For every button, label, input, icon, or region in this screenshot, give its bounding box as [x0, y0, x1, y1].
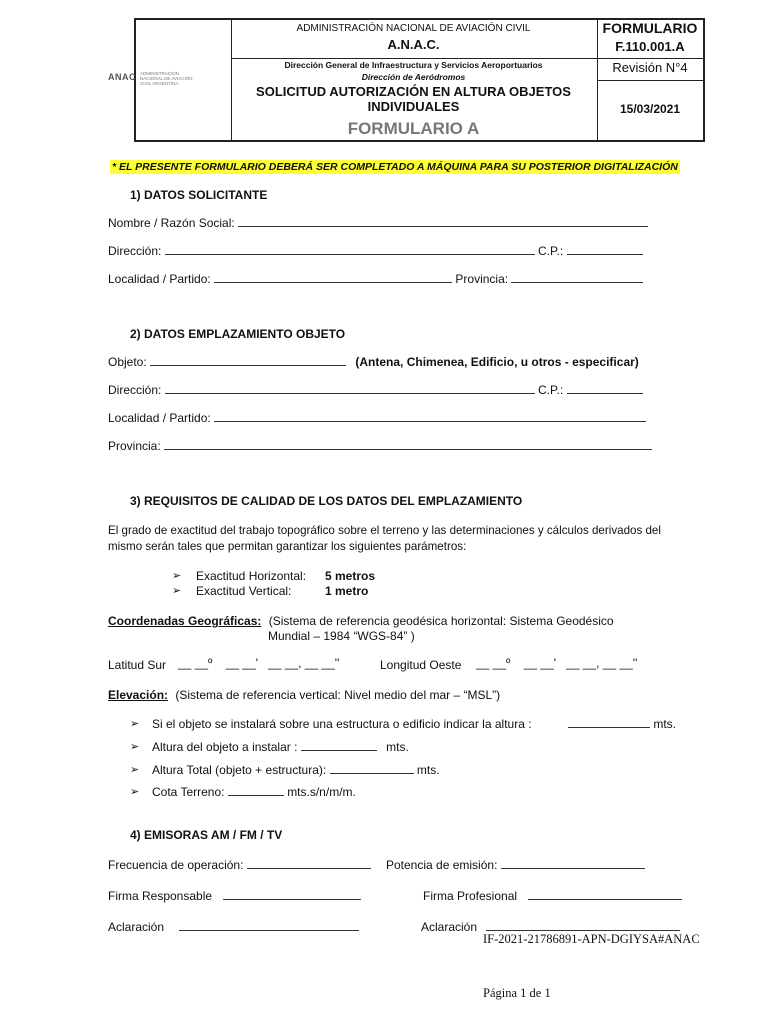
subdirection-name: Dirección de Aeródromos: [361, 72, 466, 82]
form-date: 15/03/2021: [619, 102, 681, 116]
sig-resp-field[interactable]: [223, 889, 361, 900]
object-label: Objeto:: [108, 355, 147, 369]
coords-desc-2: Mundial – 1984 “WGS-84” ): [268, 629, 415, 643]
total-height-label: Altura Total (objeto + estructura):: [152, 763, 327, 777]
name-field[interactable]: [238, 216, 648, 227]
object-cp-field[interactable]: [567, 383, 643, 394]
arrow-bullet-icon: ➢: [130, 764, 140, 776]
height-structure-row: [568, 717, 676, 731]
total-height-row: [152, 763, 440, 777]
agency-short: A.N.A.C.: [387, 37, 440, 52]
frequency-field[interactable]: [247, 858, 371, 869]
elevation-row: [108, 688, 500, 702]
arrow-bullet-icon: ➢: [130, 741, 140, 753]
header-divider: [597, 58, 703, 59]
object-row: [108, 355, 639, 369]
locality-field[interactable]: [214, 272, 452, 283]
warning-banner: * EL PRESENTE FORMULARIO DEBERÁ SER COMPLETADO A MÁQUINA PARA SU POSTERIOR DIGITALIZACIÓN: [112, 161, 678, 173]
sig-resp-label: Firma Responsable: [108, 889, 213, 903]
agency-name: ADMINISTRACIÓN NACIONAL DE AVIACIÓN CIVIL: [296, 23, 531, 34]
object-province-label: Provincia:: [108, 439, 161, 453]
object-height-unit: mts.: [386, 740, 409, 754]
province-label: Provincia:: [455, 272, 509, 286]
object-height-row: [152, 740, 409, 754]
clar1-label: Aclaración: [108, 920, 165, 934]
ground-level-unit: mts.s/n/m/m.: [287, 785, 356, 799]
object-province-field[interactable]: [164, 439, 652, 450]
frequency-row: [108, 858, 371, 872]
anac-logo: [108, 70, 198, 88]
object-locality-label: Localidad / Partido:: [108, 411, 211, 425]
ground-level-field[interactable]: [228, 785, 284, 796]
sig-prof-label: Firma Profesional: [423, 889, 518, 903]
form-code: F.110.001.A: [615, 39, 685, 54]
clar1-field[interactable]: [179, 920, 359, 931]
accuracy-paragraph-2: mismo serán tales que permitan garantizar los siguientes parámetros:: [108, 540, 467, 553]
name-row: [108, 216, 648, 230]
total-height-unit: mts.: [416, 763, 440, 777]
object-locality-row: [108, 411, 646, 425]
object-height-label: Altura del objeto a instalar :: [152, 740, 298, 754]
direction-name: Dirección General de Infraestructura y Servicios Aeroportuarios: [284, 60, 543, 70]
longitude-label: Longitud Oeste: [380, 658, 462, 672]
longitude-field[interactable]: __ __º __ __' __ __, __ __'': [476, 656, 638, 670]
object-address-label: Dirección:: [108, 383, 162, 397]
elevation-label: Elevación:: [108, 688, 169, 702]
arrow-bullet-icon: ➢: [130, 718, 140, 730]
ground-level-row: [152, 785, 356, 799]
ground-level-label: Cota Terreno:: [152, 785, 225, 799]
form-label: FORMULARIO A: [347, 119, 480, 138]
locality-row: [108, 272, 643, 286]
object-field[interactable]: [150, 355, 346, 366]
object-province-row: [108, 439, 652, 453]
h-accuracy-value: 5 metros: [325, 569, 376, 583]
title-line-2: INDIVIDUALES: [367, 99, 460, 114]
title-line-1: SOLICITUD AUTORIZACIÓN EN ALTURA OBJETOS: [256, 84, 571, 99]
form-word: FORMULARIO: [602, 20, 698, 36]
province-field[interactable]: [511, 272, 643, 283]
name-label: Nombre / Razón Social:: [108, 216, 235, 230]
object-cp-label: C.P.:: [538, 383, 564, 397]
height-structure-field[interactable]: [568, 717, 650, 728]
power-label: Potencia de emisión:: [386, 858, 498, 872]
accuracy-paragraph-1: El grado de exactitud del trabajo topográfico sobre el terreno y las determinaciones y cálculos derivados del: [108, 524, 661, 537]
height-structure-unit: mts.: [653, 717, 677, 731]
locality-label: Localidad / Partido:: [108, 272, 211, 286]
clar2-label: Aclaración: [421, 920, 478, 934]
revision: Revisión N°4: [612, 60, 688, 75]
sig-resp-row: [108, 889, 361, 903]
arrow-bullet-icon: ➢: [130, 786, 140, 798]
object-hint: (Antena, Chimenea, Edificio, u otros - especificar): [355, 355, 639, 369]
sig-prof-field[interactable]: [528, 889, 682, 900]
object-height-field[interactable]: [301, 740, 377, 751]
clar1-row: [108, 920, 359, 934]
latitude-field[interactable]: __ __º __ __' __ __, __ __'': [178, 656, 340, 670]
page-number: Página 1 de 1: [483, 986, 551, 1000]
total-height-field[interactable]: [330, 763, 414, 774]
arrow-bullet-icon: ➢: [172, 570, 182, 582]
header-divider: [597, 80, 703, 81]
coords-label: Coordenadas Geográficas:: [108, 614, 262, 628]
latitude-label: Latitud Sur: [108, 658, 167, 672]
address-label: Dirección:: [108, 244, 162, 258]
cp-field[interactable]: [567, 244, 643, 255]
logo-text: ANAC: [108, 72, 136, 82]
address-row: [108, 244, 643, 258]
h-accuracy-label: Exactitud Horizontal:: [196, 569, 307, 583]
sig-prof-row: [423, 889, 682, 903]
section-1-title: 1) DATOS SOLICITANTE: [130, 188, 268, 202]
section-3-title: 3) REQUISITOS DE CALIDAD DE LOS DATOS DEL EMPLAZAMIENTO: [130, 494, 523, 508]
cp-label: C.P.:: [538, 244, 564, 258]
coords-desc-1: (Sistema de referencia geodésica horizontal: Sistema Geodésico: [268, 614, 614, 628]
clar2-field[interactable]: [486, 920, 680, 931]
coords-row: [108, 614, 614, 628]
document-id: IF-2021-21786891-APN-DGIYSA#ANAC: [483, 932, 700, 946]
arrow-bullet-icon: ➢: [172, 585, 182, 597]
power-row: [386, 858, 645, 872]
address-field[interactable]: [165, 244, 535, 255]
object-address-field[interactable]: [165, 383, 535, 394]
frequency-label: Frecuencia de operación:: [108, 858, 244, 872]
v-accuracy-label: Exactitud Vertical:: [196, 584, 292, 598]
section-4-title: 4) EMISORAS AM / FM / TV: [130, 828, 283, 842]
section-2-title: 2) DATOS EMPLAZAMIENTO OBJETO: [130, 327, 346, 341]
v-accuracy-value: 1 metro: [325, 584, 369, 598]
elevation-desc: (Sistema de referencia vertical: Nivel medio del mar – “MSL”): [175, 688, 501, 702]
height-structure-label: Si el objeto se instalará sobre una estructura o edificio indicar la altura :: [152, 717, 532, 731]
object-address-row: [108, 383, 643, 397]
object-locality-field[interactable]: [214, 411, 646, 422]
logo-subtext: ADMINISTRACIÓN NACIONAL DE AVIACIÓN CIVIL ARGENTINA: [140, 71, 193, 86]
header-divider: [232, 58, 597, 59]
power-field[interactable]: [501, 858, 645, 869]
